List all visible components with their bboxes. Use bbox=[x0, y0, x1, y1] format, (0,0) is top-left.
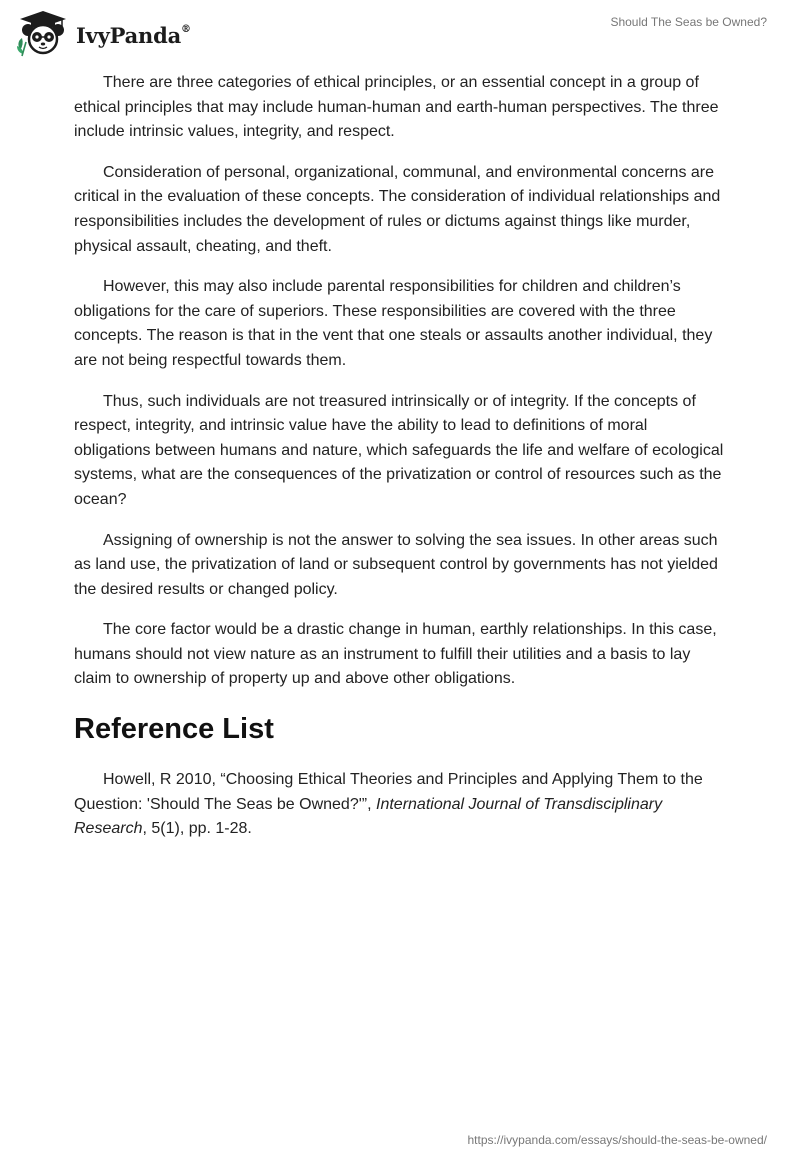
brand-name: IvyPanda® bbox=[76, 22, 191, 48]
reference-journal: International Journal of Transdisciplinary Research bbox=[74, 795, 663, 838]
source-url-link[interactable]: https://ivypanda.com/essays/should-the-seas-be-owned/ bbox=[467, 1133, 767, 1147]
paragraph: Thus, such individuals are not treasured intrinsically or of integrity. If the concepts of respect, integrity, and intrinsic value have the ability to lead to definitions of moral obligations between humans and nature, which safeguards the life and welfare of ecological systems, what are the consequences of the privatization or control of resources such as the ocean? bbox=[74, 392, 724, 508]
reference-authors-title: Howell, R 2010, “Choosing Ethical Theories and Principles and Applying Them to the Question: 'Should The Seas be Owned?'”, bbox=[74, 771, 703, 813]
page-header bbox=[0, 0, 800, 70]
ivypanda-logo[interactable] bbox=[14, 8, 191, 58]
reference-list-heading: Reference List bbox=[74, 713, 274, 746]
paragraph: Assigning of ownership is not the answer to solving the sea issues. In other areas such as land use, the privatization of land or subsequent control by governments has not yielded the desired results or changed policy. bbox=[74, 531, 718, 598]
document-title: Should The Seas be Owned? bbox=[610, 15, 767, 29]
paragraph: There are three categories of ethical principles, or an essential concept in a group of ethical principles that may include human-human and earth-human perspectives. The three include intrinsic values, integrity, and respect. bbox=[74, 74, 719, 141]
reference-entry bbox=[74, 768, 726, 842]
panda-graduate-icon bbox=[14, 8, 72, 58]
paragraph: Consideration of personal, organizational, communal, and environmental concerns are critical in the evaluation of these concepts. The consideration of individual relationships and responsibilities includes the development of rules or dictums against things like murder, physical assault, cheating, and theft. bbox=[74, 163, 721, 255]
essay-content bbox=[74, 71, 726, 842]
paragraph: However, this may also include parental responsibilities for children and children’s obligations for the care of superiors. These responsibilities are covered with the three concepts. The reason is that in the vent that one steals or assaults another individual, they are not being respectful towards them. bbox=[74, 278, 713, 369]
reference-details: , 5(1), pp. 1-28. bbox=[142, 820, 252, 838]
paragraph: The core factor would be a drastic change in human, earthly relationships. In this case, humans should not view nature as an instrument to fulfill their utilities and a basis to lay claim to ownership of property up and above other obligations. bbox=[74, 621, 717, 688]
